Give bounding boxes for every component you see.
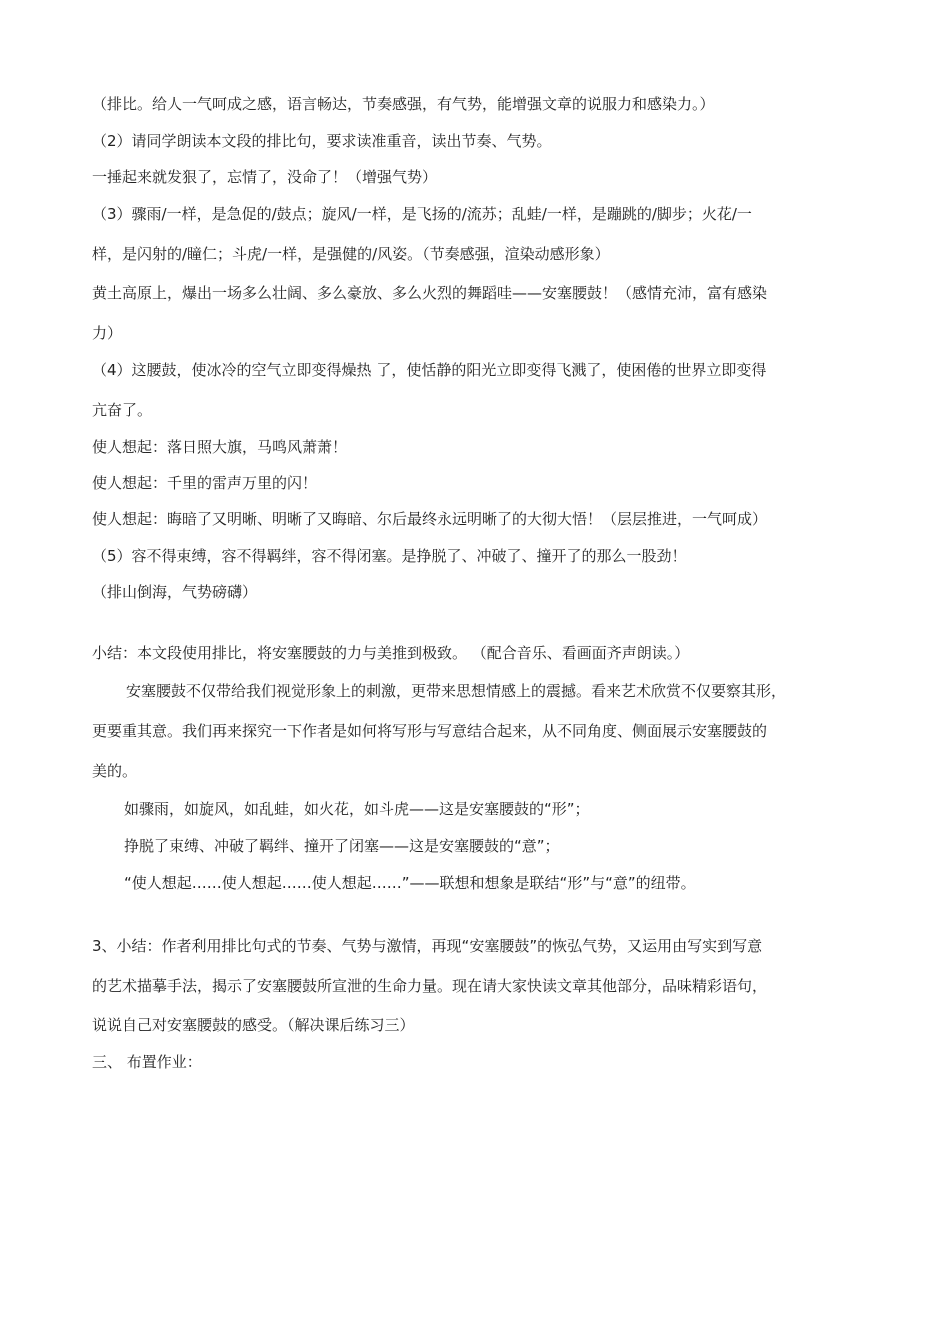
- text-line: 如骤雨，如旋风，如乱蛙，如火花，如斗虎——这是安塞腰鼓的“形”；: [124, 800, 590, 818]
- text-line: （3）骤雨/一样，是急促的/鼓点；旋风/一样，是飞扬的/流苏；乱蛙/一样，是蹦跳的/脚步；火花/一: [92, 205, 752, 223]
- text-line: （4）这腰鼓，使冰冷的空气立即变得燥热 了，使恬静的阳光立即变得飞溅了，使困倦的世界立即变得: [92, 361, 767, 379]
- text-line: 更要重其意。我们再来探究一下作者是如何将写形与写意结合起来，从不同角度、侧面展示安塞腰鼓的: [92, 722, 768, 740]
- text-line: “使人想起……使人想起……使人想起……”——联想和想象是联结“形”与“意”的纽带。: [124, 874, 696, 892]
- text-line: 3、小结：作者利用排比句式的节奏、气势与激情，再现“安塞腰鼓”的恢弘气势，又运用由写实到写意: [92, 937, 763, 955]
- text-line: 挣脱了束缚、冲破了羁绊、撞开了闭塞——这是安塞腰鼓的“意”；: [124, 837, 560, 855]
- text-line: 的艺术描摹手法，揭示了安塞腰鼓所宣泄的生命力量。现在请大家快读文章其他部分，品味精彩语句，: [92, 977, 768, 995]
- text-line: 小结：本文段使用排比，将安塞腰鼓的力与美推到极致。 （配合音乐、看画面齐声朗读。）: [92, 644, 690, 662]
- text-line: 使人想起：晦暗了又明晰、明晰了又晦暗、尔后最终永远明晰了的大彻大悟！（层层推进，一气呵成）: [92, 510, 768, 528]
- text-line: 黄土高原上，爆出一场多么壮阔、多么豪放、多么火烈的舞蹈哇——安塞腰鼓！（感情充沛，富有感染: [92, 284, 768, 302]
- text-line: 力）: [92, 324, 123, 342]
- text-line: 样，是闪射的/瞳仁；斗虎/一样，是强健的/风姿。（节奏感强，渲染动感形象）: [92, 245, 610, 263]
- text-line: 美的。: [92, 762, 138, 780]
- text-line: 使人想起：落日照大旗，马鸣风萧萧！: [92, 438, 348, 456]
- text-line: （5）容不得束缚，容不得羁绊，容不得闭塞。是挣脱了、冲破了、撞开了的那么一股劲！: [92, 547, 687, 565]
- text-line: （2）请同学朗读本文段的排比句，要求读准重音，读出节奏、气势。: [92, 132, 552, 150]
- text-line: 使人想起：千里的雷声万里的闪！: [92, 474, 318, 492]
- text-line: 亢奋了。: [92, 401, 153, 419]
- text-line: 说说自己对安塞腰鼓的感受。（解决课后练习三）: [92, 1016, 415, 1034]
- text-line: （排山倒海，气势磅礴）: [92, 583, 258, 601]
- text-line: 一捶起来就发狠了，忘情了，没命了！（增强气势）: [92, 168, 438, 186]
- text-line: （排比。给人一气呵成之感，语言畅达，节奏感强，有气势，能增强文章的说服力和感染力。）: [92, 95, 715, 113]
- text-line: 安塞腰鼓不仅带给我们视觉形象上的刺激，更带来思想情感上的震撼。看来艺术欣赏不仅要察其形，: [126, 682, 787, 700]
- section-heading: 三、 布置作业：: [92, 1053, 202, 1071]
